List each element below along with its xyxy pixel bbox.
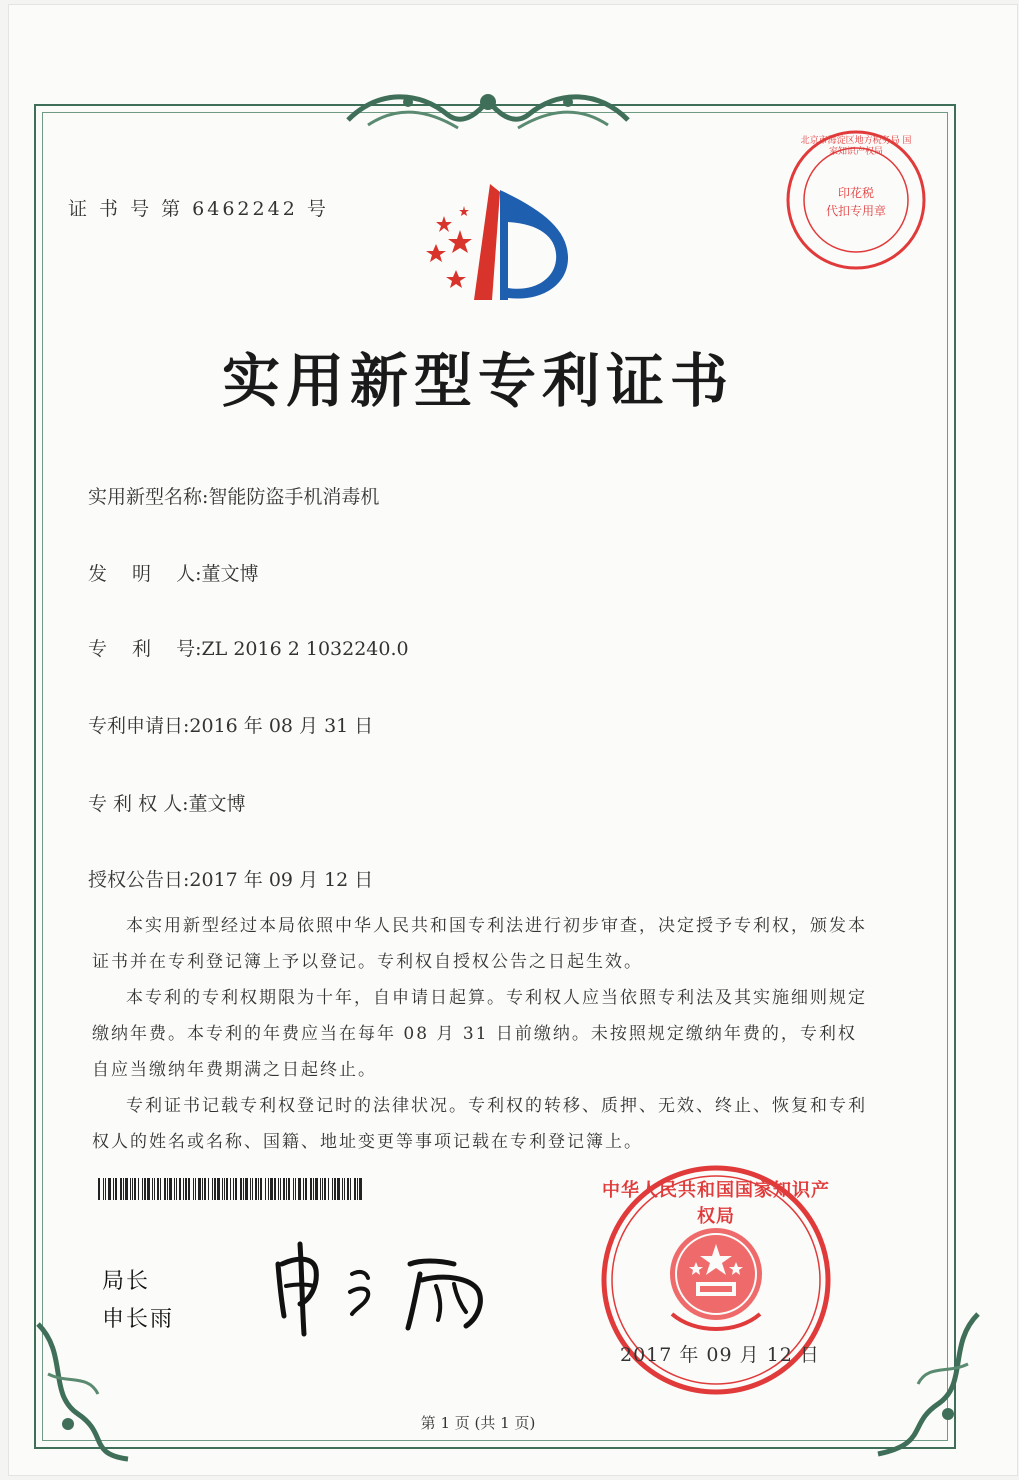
field-value: 2017 年 09 月 12 日 [189, 869, 374, 891]
field-value: 董文博 [201, 563, 259, 585]
seal-date: 2017 年 09 月 12 日 [620, 1344, 820, 1366]
bottom-right-ornament [858, 1304, 988, 1464]
director-name: 申长雨 [102, 1307, 175, 1332]
field-application-date [88, 711, 373, 738]
field-label: 专 利 号: [88, 638, 202, 660]
page-title: 实用新型专利证书 [221, 347, 734, 415]
body-paragraph: 本专利的专利权期限为十年，自申请日起算。专利权人应当依照专利法及其实施细则规定缴纳年费。本专利的年费应当在每年 08 月 31 日前缴纳。未按照规定缴纳年费的，专利权自应当缴纳年费期满之日起终止。 [92, 988, 867, 1080]
tax-stamp-ring-text: 北京市海淀区地方税务局 国家知识产权局 [800, 136, 912, 157]
field-label: 专 利 权 人: [88, 793, 189, 815]
field-inventor [88, 559, 259, 586]
field-name [88, 482, 379, 509]
bottom-left-ornament [28, 1314, 138, 1464]
field-value: 智能防盗手机消毒机 [208, 486, 380, 508]
seal-ring-text: 中华人民共和国国家知识产权局 [602, 1180, 830, 1227]
field-grant-date [88, 865, 373, 892]
field-label: 专利申请日: [88, 715, 190, 737]
field-value: ZL 2016 2 1032240.0 [201, 638, 409, 660]
handwritten-signature [270, 1234, 510, 1344]
field-value: 董文博 [188, 793, 246, 815]
field-label: 实用新型名称: [88, 486, 209, 508]
field-label: 授权公告日: [88, 869, 190, 891]
field-patent-number [88, 634, 409, 661]
certificate-page [8, 4, 1018, 1476]
tax-stamp-text-2: 代扣专用章 [825, 204, 886, 218]
top-ornament [338, 80, 638, 140]
field-label: 发 明 人: [88, 563, 202, 585]
certificate-number: 证 书 号 第 6462242 号 [68, 198, 329, 220]
patent-office-logo [408, 182, 578, 312]
field-patentee [88, 789, 246, 816]
barcode [98, 1178, 366, 1200]
director-title: 局长 [102, 1269, 151, 1294]
certificate-body [92, 908, 872, 1160]
body-paragraph: 本实用新型经过本局依照中华人民共和国专利法进行初步审查，决定授予专利权，颁发本证书并在专利登记簿上予以登记。专利权自授权公告之日起生效。 [92, 916, 867, 972]
tax-stamp-text-1: 印花税 [837, 186, 874, 200]
tax-stamp [784, 128, 928, 272]
field-value: 2016 年 08 月 31 日 [189, 715, 374, 737]
page-footer: 第 1 页 (共 1 页) [420, 1414, 536, 1432]
body-paragraph: 专利证书记载专利权登记时的法律状况。专利权的转移、质押、无效、终止、恢复和专利权人的姓名或名称、国籍、地址变更等事项记载在专利登记簿上。 [92, 1096, 867, 1152]
